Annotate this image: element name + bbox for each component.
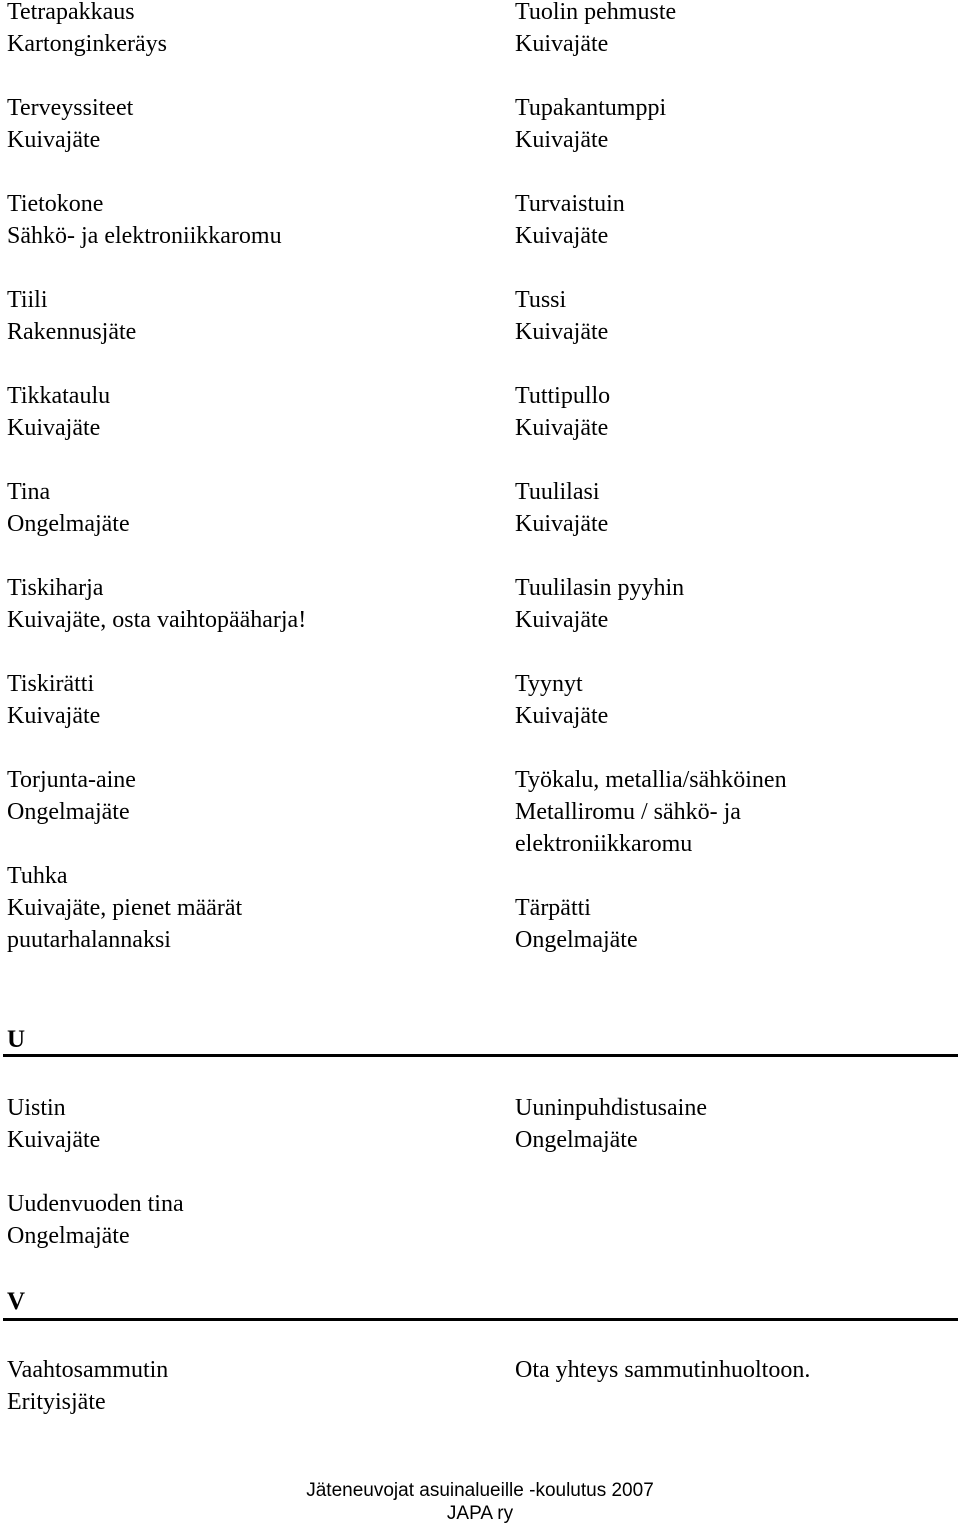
item-category: Kuivajäte — [515, 703, 609, 729]
t-right-column — [515, 0, 955, 988]
item-note: Ota yhteys sammutinhuoltoon. — [515, 1357, 811, 1383]
section-letter: U — [7, 1026, 26, 1053]
item-name: Tuttipullo — [515, 383, 611, 409]
item-category: Rakennusjäte — [7, 319, 137, 345]
item-category: Ongelmajäte — [7, 1223, 130, 1249]
u-right-column — [515, 1092, 955, 1188]
item-name: Vaahtosammutin — [7, 1357, 169, 1383]
list-item — [7, 92, 447, 156]
list-item — [7, 188, 447, 252]
item-name: Uistin — [7, 1095, 66, 1121]
list-item — [7, 764, 447, 828]
item-category: Metalliromu / sähkö- ja — [515, 799, 741, 825]
item-category: Kuivajäte, pienet määrät — [7, 895, 243, 921]
item-name: Tietokone — [7, 191, 104, 217]
item-name: Tina — [7, 479, 51, 505]
list-item — [515, 476, 955, 540]
item-category: Kuivajäte — [7, 703, 101, 729]
item-name: Tikkataulu — [7, 383, 111, 409]
item-category: Ongelmajäte — [7, 511, 130, 537]
item-category-continued: puutarhalannaksi — [7, 927, 171, 953]
item-name: Tuolin pehmuste — [515, 0, 677, 25]
section-divider — [3, 1318, 958, 1321]
list-item — [515, 0, 955, 60]
item-category: Kuivajäte — [7, 415, 101, 441]
section-letter: V — [7, 1288, 26, 1315]
item-name: Tärpätti — [515, 895, 591, 921]
item-name: Torjunta-aine — [7, 767, 136, 793]
list-item — [515, 284, 955, 348]
item-name: Tuulilasin pyyhin — [515, 575, 685, 601]
item-name: Tiskiharja — [7, 575, 104, 601]
list-item — [7, 860, 447, 956]
item-name: Tiili — [7, 287, 48, 313]
section-u-header — [7, 1024, 958, 1060]
list-item — [7, 476, 447, 540]
footer-line-1: Jäteneuvojat asuinalueille -koulutus 2007 — [306, 1480, 654, 1501]
item-category: Erityisjäte — [7, 1389, 106, 1415]
item-category: Kuivajäte, osta vaihtopääharja! — [7, 607, 307, 633]
list-item — [515, 764, 955, 860]
list-item — [515, 380, 955, 444]
page-footer — [0, 1479, 960, 1525]
v-left-column — [7, 1354, 447, 1450]
item-category-continued: elektroniikkaromu — [515, 831, 693, 857]
item-name: Uuninpuhdistusaine — [515, 1095, 707, 1121]
item-category: Kuivajäte — [515, 223, 609, 249]
list-item — [515, 188, 955, 252]
item-name: Turvaistuin — [515, 191, 625, 217]
list-item — [7, 1092, 447, 1156]
item-category: Ongelmajäte — [515, 927, 638, 953]
item-name: Tetrapakkaus — [7, 0, 135, 25]
item-category: Kuivajäte — [515, 511, 609, 537]
item-name: Uudenvuoden tina — [7, 1191, 184, 1217]
item-category: Kuivajäte — [515, 319, 609, 345]
list-item — [7, 380, 447, 444]
item-name: Tyynyt — [515, 671, 583, 697]
item-category: Sähkö- ja elektroniikkaromu — [7, 223, 282, 249]
item-category: Kuivajäte — [515, 31, 609, 57]
item-name: Tuhka — [7, 863, 68, 889]
list-item — [515, 92, 955, 156]
section-v-header — [7, 1286, 958, 1322]
item-name: Tuulilasi — [515, 479, 600, 505]
item-category: Kuivajäte — [7, 127, 101, 153]
section-divider — [3, 1054, 958, 1057]
item-category: Kuivajäte — [515, 607, 609, 633]
list-item — [7, 1188, 447, 1252]
list-item — [515, 892, 955, 956]
list-item — [7, 0, 447, 60]
list-item — [7, 1354, 447, 1418]
list-item — [7, 572, 447, 636]
t-left-column — [7, 0, 447, 988]
footer-line-2: JAPA ry — [446, 1503, 514, 1524]
v-right-column — [515, 1354, 955, 1418]
list-item — [7, 284, 447, 348]
list-item — [7, 668, 447, 732]
item-category: Kuivajäte — [515, 127, 609, 153]
item-name: Terveyssiteet — [7, 95, 134, 121]
item-category: Ongelmajäte — [515, 1127, 638, 1153]
list-item — [515, 668, 955, 732]
item-category: Ongelmajäte — [7, 799, 130, 825]
item-name: Tiskirätti — [7, 671, 95, 697]
item-name: Työkalu, metallia/sähköinen — [515, 767, 787, 793]
item-category: Kuivajäte — [7, 1127, 101, 1153]
list-item — [515, 572, 955, 636]
u-left-column — [7, 1092, 447, 1284]
item-name: Tupakantumppi — [515, 95, 667, 121]
list-item — [515, 1092, 955, 1156]
item-category: Kartonginkeräys — [7, 31, 167, 57]
note — [515, 1354, 955, 1386]
item-name: Tussi — [515, 287, 567, 313]
item-category: Kuivajäte — [515, 415, 609, 441]
